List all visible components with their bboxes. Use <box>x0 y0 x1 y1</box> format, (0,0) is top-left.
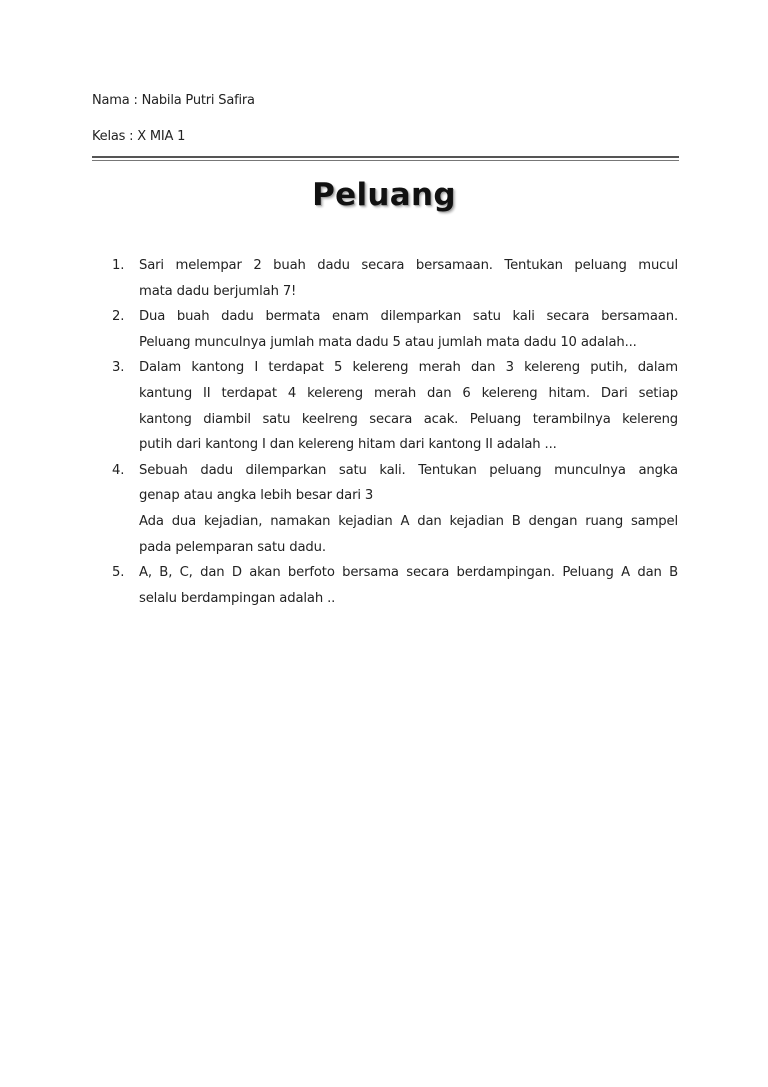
page-title: Peluang <box>312 177 456 213</box>
question-4 <box>92 458 678 560</box>
student-name: Nama : Nabila Putri Safira <box>92 93 255 108</box>
question-text-line: Ada dua kejadian, namakan kejadian A dan kejadian B dengan ruang sampel <box>139 513 678 529</box>
question-2 <box>92 304 678 355</box>
question-5 <box>92 560 678 611</box>
question-text-line: A, B, C, dan D akan berfoto bersama secara berdampingan. Peluang A dan B <box>139 565 678 581</box>
question-text-line: mata dadu berjumlah 7! <box>139 283 297 299</box>
header-rule-thin <box>92 160 679 161</box>
question-text-line: Sari melempar 2 buah dadu secara bersamaan. Tentukan peluang mucul <box>139 258 678 273</box>
question-3 <box>92 355 678 457</box>
question-text-line: kantong diambil satu keelreng secara acak. Peluang terambilnya kelereng <box>139 411 678 427</box>
question-text-line: Peluang munculnya jumlah mata dadu 5 atau jumlah mata dadu 10 adalah... <box>139 334 637 350</box>
question-text-line: pada pelemparan satu dadu. <box>139 539 326 555</box>
question-number: 2. <box>112 309 125 325</box>
question-number: 5. <box>112 565 125 581</box>
question-1 <box>92 253 678 304</box>
student-class: Kelas : X MIA 1 <box>92 129 186 144</box>
header-rule <box>92 156 679 158</box>
question-text-line: putih dari kantong I dan kelereng hitam dari kantong II adalah ... <box>139 437 557 453</box>
question-text-line: Dua buah dadu bermata enam dilemparkan satu kali secara bersamaan. <box>139 309 678 325</box>
question-text-line: Dalam kantong I terdapat 5 kelereng merah dan 3 kelereng putih, dalam <box>139 360 678 376</box>
question-number: 1. <box>112 258 125 273</box>
question-text-line: Sebuah dadu dilemparkan satu kali. Tentukan peluang munculnya angka <box>139 462 678 478</box>
question-text-line: selalu berdampingan adalah .. <box>139 590 336 606</box>
question-number: 3. <box>112 360 125 376</box>
question-list <box>92 253 678 611</box>
question-number: 4. <box>112 462 125 478</box>
question-text-line: genap atau angka lebih besar dari 3 <box>139 488 374 504</box>
question-text-line: kantung II terdapat 4 kelereng merah dan 6 kelereng hitam. Dari setiap <box>139 385 678 401</box>
